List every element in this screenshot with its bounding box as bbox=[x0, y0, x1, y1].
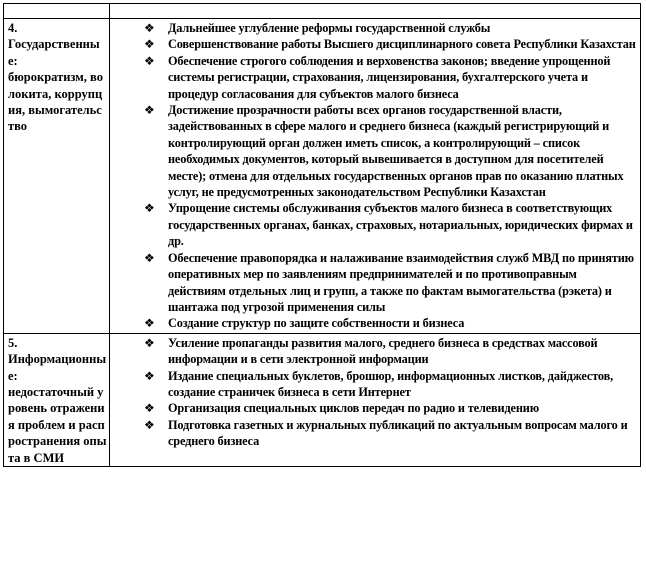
list-item-text: Обеспечение строгого соблюдения и верховенства законов; введение упрощенной системы регистрации, страхования, лицензирования, бухгалтерского учета и процедур согласования для субъектов малого бизнеса bbox=[168, 53, 611, 101]
diamond-bullet-icon: ❖ bbox=[144, 37, 155, 52]
list-item-text: Обеспечение правопорядка и налаживание взаимодействия служб МВД по принятию оперативных мер по заявлениям предпринимателей и по противоправным действиям отдельных лиц и групп, а также по фактам вымогательства (рэкета) и шантажа под угрозой применения силы bbox=[168, 250, 634, 314]
list-item-text: Создание структур по защите собственности и бизнеса bbox=[168, 316, 465, 331]
list-item bbox=[110, 36, 636, 52]
list-item-text: Совершенствование работы Высшего дисциплинарного совета Республики Казахстан bbox=[168, 37, 636, 52]
list-item-text: Упрощение системы обслуживания субъектов малого бизнеса в соответствующих государственных органах, банках, страховых, нотариальных, юридических фирмах и др. bbox=[168, 201, 633, 249]
diamond-bullet-icon: ❖ bbox=[144, 316, 155, 331]
row-number: 4. bbox=[8, 21, 18, 35]
problem-cell-5 bbox=[4, 333, 110, 466]
problem-description: недостаточный уровень отражения проблем и распространения опыта в СМИ bbox=[8, 384, 107, 465]
list-item bbox=[110, 250, 636, 316]
list-item bbox=[110, 53, 636, 102]
list-item-text: Организация специальных циклов передач по радио и телевидению bbox=[168, 401, 539, 416]
list-item-text: Издание специальных буклетов, брошюр, информационных листков, дайджестов, создание страничек бизнеса в сети Интернет bbox=[168, 368, 614, 399]
header-cell-right bbox=[110, 4, 641, 19]
table-row-4 bbox=[4, 19, 641, 334]
list-item-text: Подготовка газетных и журнальных публикаций по актуальным вопросам малого и среднего бизнеса bbox=[168, 417, 628, 449]
problem-description: бюрократизм, волокита, коррупция, вымогательство bbox=[8, 70, 103, 134]
measures-cell-5 bbox=[110, 333, 641, 466]
table-row-5 bbox=[4, 333, 641, 466]
table-header-row bbox=[4, 4, 641, 19]
list-item bbox=[110, 315, 636, 331]
diamond-bullet-icon: ❖ bbox=[144, 53, 155, 68]
problem-title: Информационные: bbox=[8, 352, 107, 383]
diamond-bullet-icon: ❖ bbox=[144, 201, 155, 216]
list-item bbox=[110, 400, 636, 416]
diamond-bullet-icon: ❖ bbox=[144, 417, 155, 432]
list-item-text: Усиление пропаганды развития малого, среднего бизнеса в средствах массовой информации и в сети электронной информации bbox=[168, 335, 598, 367]
list-item bbox=[110, 20, 636, 36]
diamond-bullet-icon: ❖ bbox=[144, 401, 155, 416]
measures-list bbox=[110, 19, 640, 333]
list-item bbox=[110, 200, 636, 249]
row-number: 5. bbox=[8, 335, 18, 350]
diamond-bullet-icon: ❖ bbox=[144, 21, 155, 35]
list-item bbox=[110, 335, 636, 368]
measures-table bbox=[3, 3, 641, 467]
diamond-bullet-icon: ❖ bbox=[144, 250, 155, 265]
diamond-bullet-icon: ❖ bbox=[144, 103, 155, 118]
diamond-bullet-icon: ❖ bbox=[144, 335, 155, 350]
list-item bbox=[110, 417, 636, 450]
measures-list bbox=[110, 334, 640, 451]
problem-cell-4 bbox=[4, 19, 110, 334]
problem-title: Государственные: bbox=[8, 37, 100, 68]
header-cell-left bbox=[4, 4, 110, 19]
measures-cell-4 bbox=[110, 19, 641, 334]
list-item bbox=[110, 368, 636, 401]
list-item-text: Дальнейшее углубление реформы государственной службы bbox=[168, 21, 491, 35]
list-item bbox=[110, 102, 636, 200]
list-item-text: Достижение прозрачности работы всех органов государственной власти, задействованных в сфере малого и среднего бизнеса (каждый регистрирующий и контролирующий орган должен иметь список, а контролирующий – список необходимых документов, который вывешивается в доступном для посетителей месте); отмена для отдельных государственных органов прав по оказанию платных услуг, не предусмотренных законодательством Республики Казахстан bbox=[168, 103, 624, 200]
diamond-bullet-icon: ❖ bbox=[144, 368, 155, 383]
